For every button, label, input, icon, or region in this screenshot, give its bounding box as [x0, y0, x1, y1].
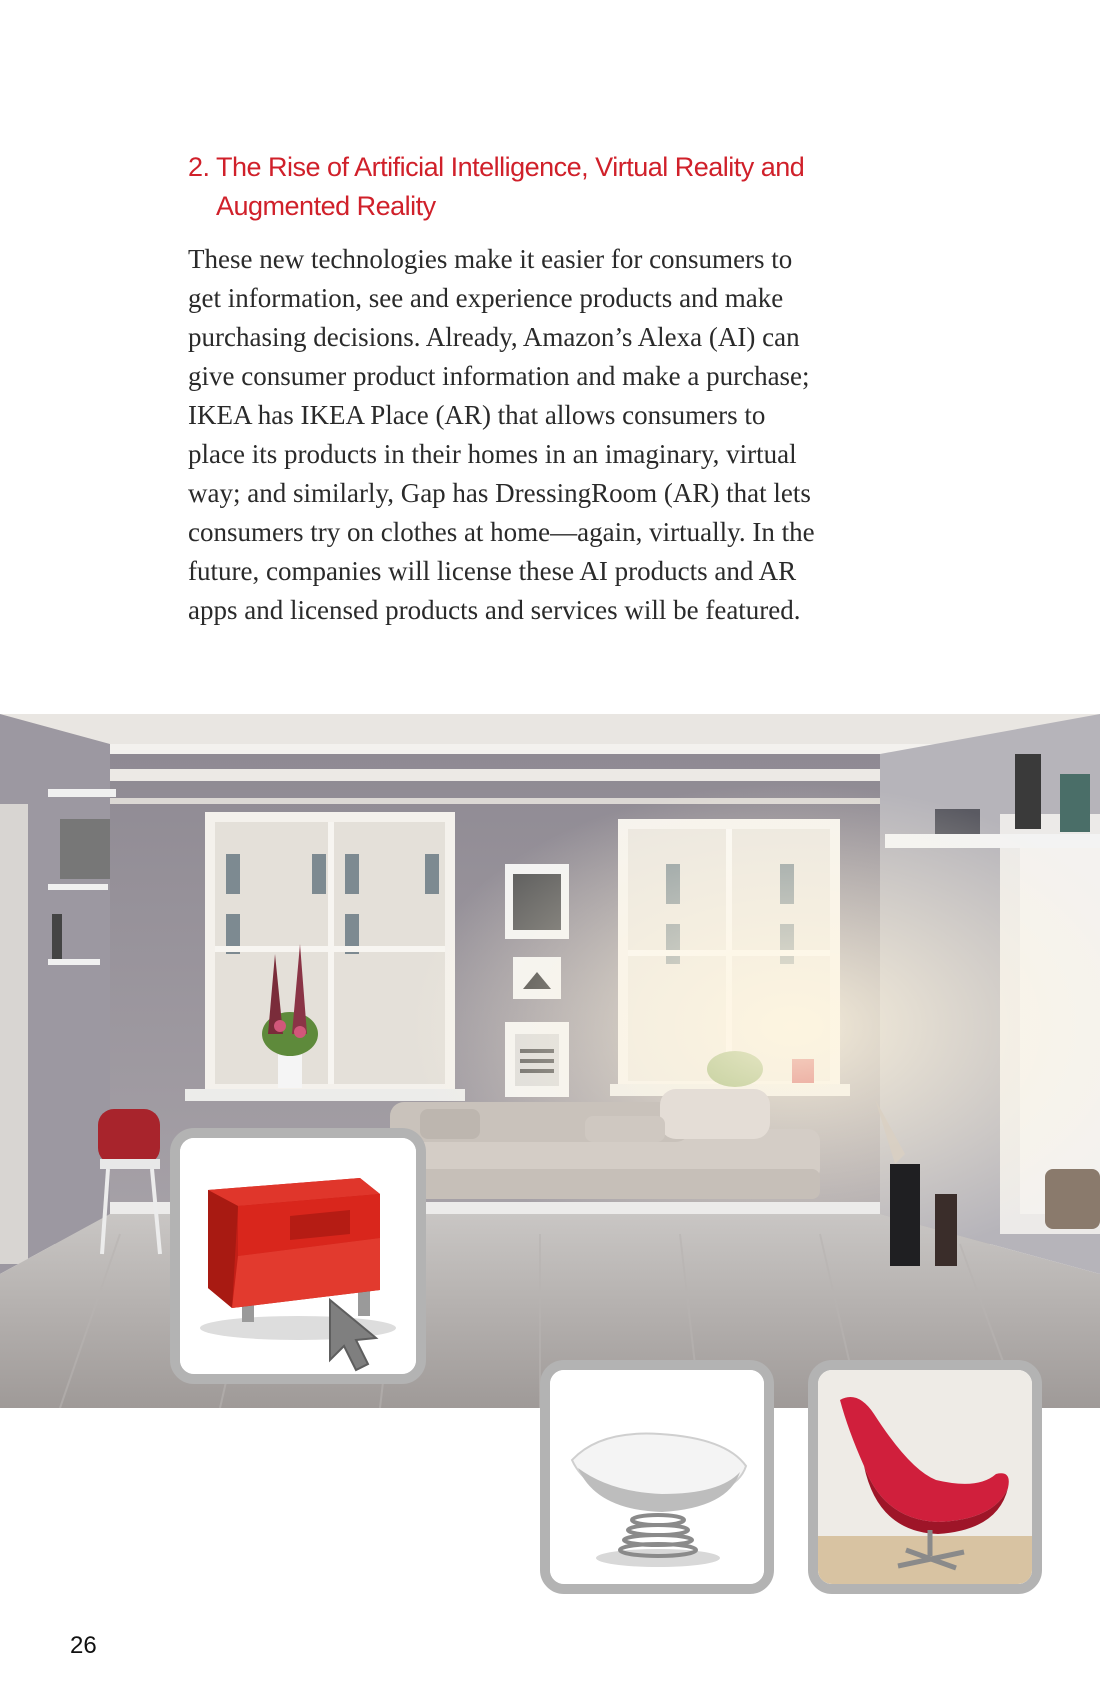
section-title-line-1: The Rise of Artificial Intelligence, Virtual Reality and: [216, 152, 805, 182]
spring-chair-product-card[interactable]: [540, 1360, 774, 1594]
lounge-chair-product-card[interactable]: [808, 1360, 1042, 1594]
body-line: give consumer product information and make a purchase;: [188, 361, 810, 391]
body-line: purchasing decisions. Already, Amazon’s Alexa (AI) can: [188, 322, 800, 352]
body-line: apps and licensed products and services will be featured.: [188, 595, 801, 625]
body-line: get information, see and experience products and make: [188, 283, 784, 313]
body-paragraph: [188, 240, 888, 630]
body-line: place its products in their homes in an imaginary, virtual: [188, 439, 797, 469]
section-title-line-2: Augmented Reality: [216, 191, 436, 221]
body-line: future, companies will license these AI products and AR: [188, 556, 797, 586]
red-armchair-image: [180, 1138, 416, 1374]
page-number: 26: [70, 1632, 97, 1659]
body-line: consumers try on clothes at home—again, virtually. In the: [188, 517, 815, 547]
white-spring-chair-image: [550, 1370, 764, 1584]
living-room-photo: [0, 714, 1100, 1408]
body-line: way; and similarly, Gap has DressingRoom (AR) that lets: [188, 478, 811, 508]
body-line: These new technologies make it easier for consumers to: [188, 244, 793, 274]
section-number: 2.: [188, 152, 210, 182]
body-line: IKEA has IKEA Place (AR) that allows consumers to: [188, 400, 766, 430]
living-room-illustration: [0, 714, 1100, 1408]
section-heading: [188, 148, 908, 226]
red-lounge-chair-image: [818, 1370, 1032, 1584]
armchair-product-card[interactable]: [170, 1128, 426, 1384]
